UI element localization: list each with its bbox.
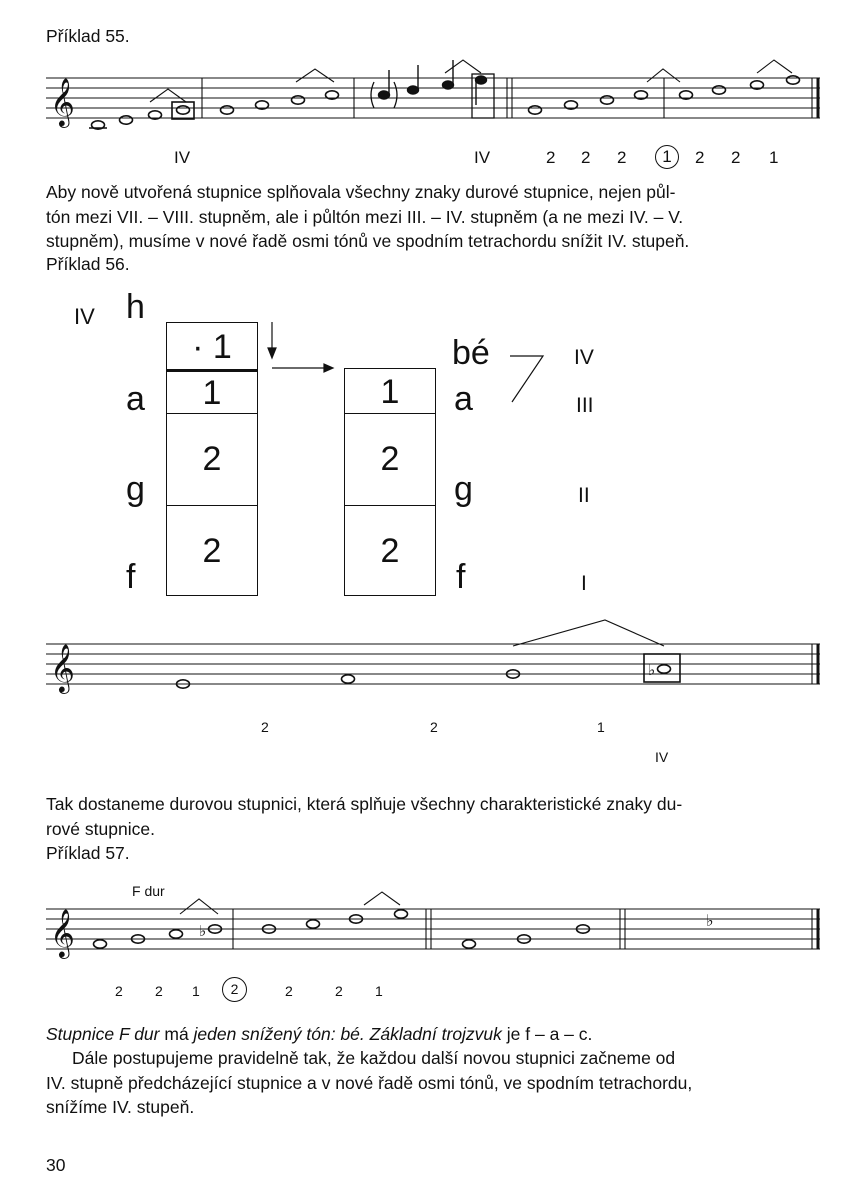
paragraph-3-italic-2: jeden snížený tón: bé. Základní trojzvuk — [193, 1024, 502, 1044]
ex55-step-3: 2 — [617, 148, 627, 167]
ex57-step-6: 2 — [335, 983, 343, 999]
svg-text:♭: ♭ — [648, 661, 656, 679]
paragraph-1 — [46, 180, 816, 254]
ex55-step-5: 2 — [695, 148, 705, 167]
page-number: 30 — [46, 1155, 66, 1175]
ex55-iv-label-2: IV — [474, 148, 491, 167]
example-56-title: Příklad 56. — [46, 254, 130, 274]
svg-text:♭: ♭ — [706, 911, 714, 930]
paragraph-2 — [46, 792, 816, 841]
ex56-left-note-h: h — [126, 288, 145, 326]
ex57-step-5: 2 — [285, 983, 293, 999]
ex56-right-note-a: a — [454, 380, 473, 418]
ex55-step-1: 2 — [546, 148, 556, 167]
paragraph-3-italic-1: Stupnice F dur — [46, 1024, 160, 1044]
paragraph-1-line-1: Aby nově utvořená stupnice splňovala všechny znaky durové stupnice, nejen půl- — [46, 182, 676, 202]
ex55-iv-label-1: IV — [174, 148, 191, 167]
ex56-right-box-2: 2 — [345, 413, 435, 505]
paragraph-2-line-2: rové stupnice. — [46, 818, 155, 839]
paragraph-1-line-2: tón mezi VII. – VIII. stupněm, ale i půltón mezi III. – IV. stupněm (a ne mezi IV. – V. — [46, 206, 684, 227]
ex56-staff-step-3: 1 — [597, 719, 605, 735]
ex56-left-box-1: · 1 — [192, 327, 232, 366]
ex56-right-note-f: f — [456, 558, 466, 596]
ex56-degree-iv: IV — [574, 346, 594, 369]
ex55-step-2: 2 — [581, 148, 591, 167]
ex56-left-note-a: a — [126, 380, 145, 418]
paragraph-2-line-1: Tak dostaneme durovou stupnici, která splňuje všechny charakteristické znaky du- — [46, 794, 683, 814]
ex56-degree-i: I — [581, 572, 587, 595]
ex56-right-note-g: g — [454, 470, 473, 508]
ex57-key-label: F dur — [132, 883, 165, 899]
svg-text:𝄞: 𝄞 — [50, 908, 75, 957]
paragraph-4 — [46, 1046, 816, 1120]
ex56-staff-iv: IV — [655, 749, 669, 765]
ex55-step-7: 1 — [769, 148, 779, 167]
svg-text:𝄞: 𝄞 — [50, 77, 75, 126]
ex56-left-column — [166, 322, 258, 596]
svg-text:♭: ♭ — [199, 922, 207, 940]
paragraph-3-text-1: má — [159, 1024, 194, 1044]
ex55-step-4-circled: 1 — [655, 145, 679, 169]
ex56-right-box-3: 2 — [345, 505, 435, 597]
ex56-left-note-f: f — [126, 558, 136, 596]
ex56-degree-iii: III — [576, 394, 594, 417]
ex57-step-3: 1 — [192, 983, 200, 999]
paragraph-4-line-1: Dále postupujeme pravidelně tak, že každou další novou stupnici začneme od — [72, 1048, 676, 1068]
ex56-right-box-1: 1 — [380, 372, 400, 411]
ex56-left-box-3: 2 — [167, 413, 257, 505]
svg-text:𝄞: 𝄞 — [50, 643, 75, 692]
ex56-left-box-4: 2 — [167, 505, 257, 597]
ex56-left-box-2: 1 — [167, 369, 257, 415]
paragraph-3-line — [46, 1022, 816, 1047]
paragraph-3-text-2: je f – a – c. — [501, 1024, 593, 1044]
ex56-left-degree: IV — [74, 304, 95, 329]
ex57-step-2: 2 — [155, 983, 163, 999]
paragraph-4-line-3: snížíme IV. stupeň. — [46, 1097, 195, 1117]
ex56-left-note-g: g — [126, 470, 145, 508]
ex56-right-note-be: bé — [452, 334, 490, 372]
example-57-title: Příklad 57. — [46, 843, 130, 863]
ex56-staff-step-1: 2 — [261, 719, 269, 735]
ex55-step-6: 2 — [731, 148, 741, 167]
ex57-step-4-circled: 2 — [222, 977, 247, 1002]
ex56-degree-ii: II — [578, 484, 590, 507]
example-55-title: Příklad 55. — [46, 26, 130, 46]
ex57-step-1: 2 — [115, 983, 123, 999]
paragraph-1-line-3: stupněm), musíme v nové řadě osmi tónů ve spodním tetrachordu snížit IV. stupeň. — [46, 231, 690, 251]
paragraph-4-line-2: IV. stupně předcházející stupnice a v nové řadě osmi tónů, ve spodním tetrachordu, — [46, 1072, 693, 1093]
ex56-right-column — [344, 368, 436, 596]
paragraph-3 — [46, 1022, 816, 1047]
ex56-staff-step-2: 2 — [430, 719, 438, 735]
ex57-step-7: 1 — [375, 983, 383, 999]
